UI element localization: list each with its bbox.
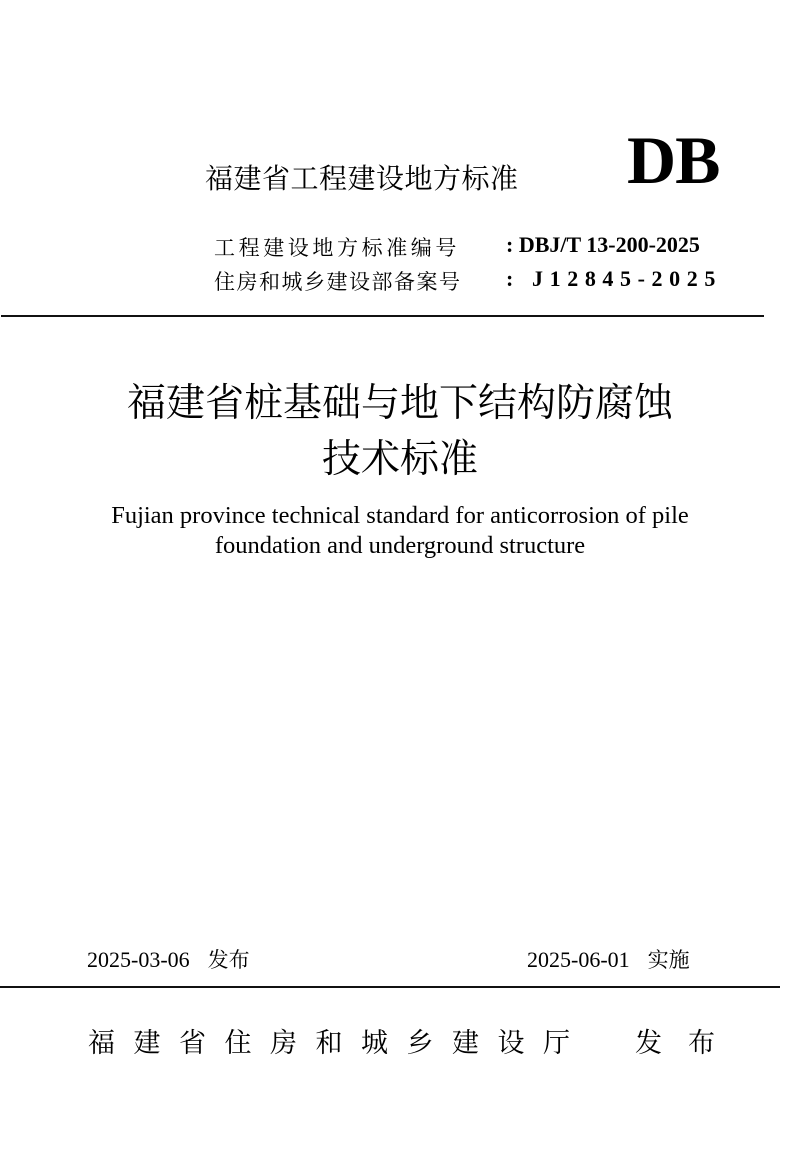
record-number-value: : J12845-2025 [506, 266, 722, 291]
implement-label: 实施 [647, 948, 690, 972]
standard-number-value: : DBJ/T 13-200-2025 [506, 232, 700, 257]
db-mark: DB [627, 122, 720, 198]
title-zh-line2: 技术标准 [321, 437, 478, 482]
publisher: 福建省住房和城乡建设厅 [88, 1028, 589, 1059]
title-en-line2: foundation and underground structure [214, 532, 586, 559]
issue-label: 发布 [207, 948, 250, 972]
implement-date-block [527, 944, 690, 974]
standard-number-label: 工程建设地方标准编号 [214, 236, 460, 260]
publish-word: 发布 [635, 1028, 741, 1059]
record-number-label: 住房和城乡建设部备案号 [214, 270, 462, 294]
issue-date: 2025-03-06 [87, 947, 190, 972]
issue-date-block [87, 944, 250, 974]
title-zh-line1: 福建省桩基础与地下结构防腐蚀 [126, 381, 673, 426]
top-divider [1, 315, 764, 317]
title-en-line1: Fujian province technical standard for anticorrosion of pile [111, 502, 689, 529]
series-title: 福建省工程建设地方标准 [205, 162, 519, 195]
bottom-divider [0, 986, 780, 988]
implement-date: 2025-06-01 [527, 947, 630, 972]
